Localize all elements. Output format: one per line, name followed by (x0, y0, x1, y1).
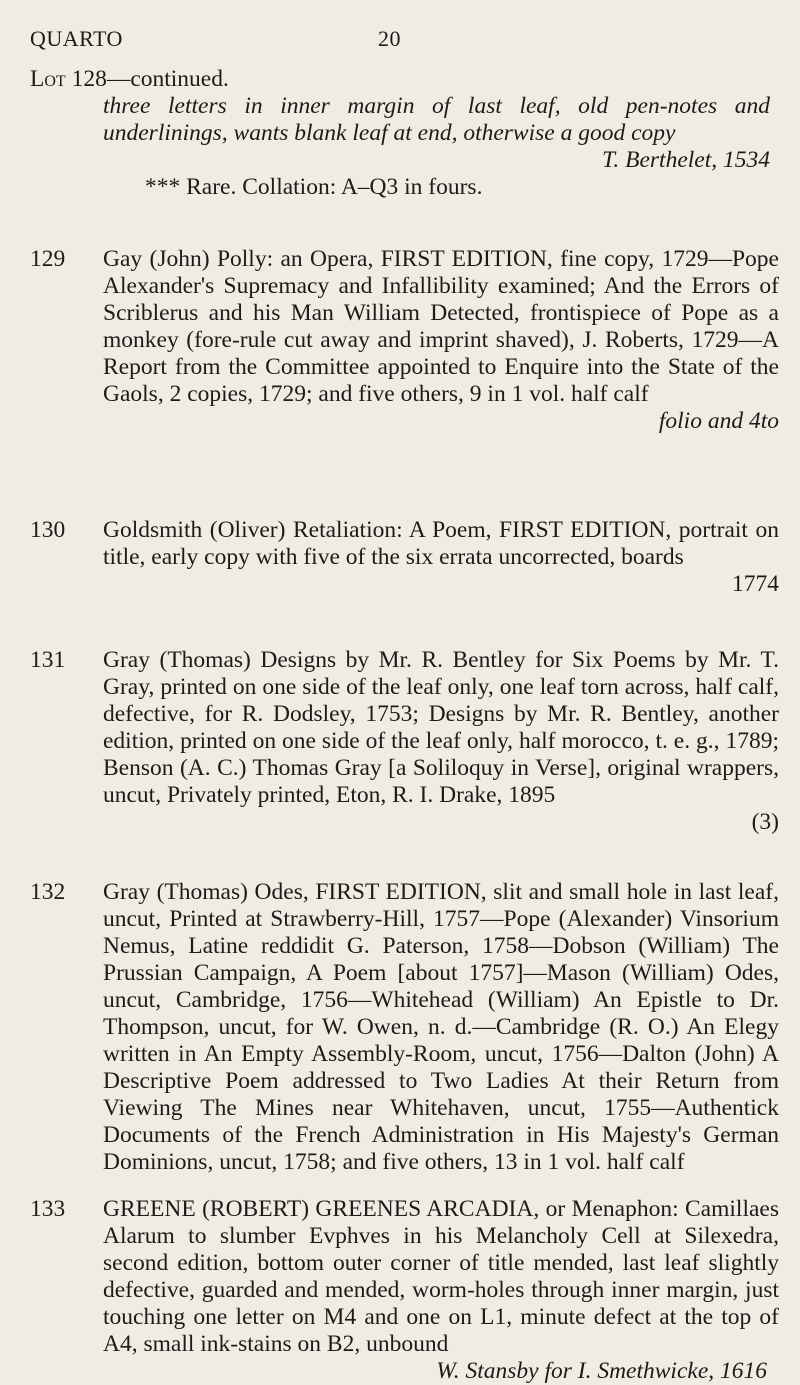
running-head-format: QUARTO (30, 26, 123, 51)
lot-description: Gray (Thomas) Odes, FIRST EDITION, slit and small hole in last leaf, uncut, Printed at Strawberry-Hill, 1757—Pope (Alexander) Vinsorium Nemus, Latine reddidit G. Paterson, 1758—Dobson (William) The Prussian Campaign, A Poem [about 1757]—Mason (William) Odes, uncut, Cambridge, 1756—Whitehead (William) An Epistle to Dr. Thompson, uncut, for W. Owen, n. d.—Cambridge (R. O.) An Elegy written in An Empty Assembly-Room, uncut, 1756—Dalton (John) A Descriptive Poem addressed to Two Ladies At their Return from Viewing The Mines near Whitehaven, uncut, 1755—Authentick Documents of the French Administration in His Majesty's German Dominions, uncut, 1758; and five others, 13 in 1 vol. half calf (103, 879, 779, 1175)
lot-description: Gay (John) Polly: an Opera, FIRST EDITION, fine copy, 1729—Pope Alexander's Supremacy and Infallibility examined; And the Errors of Scriblerus and his Man William Detected, frontispiece of Pope as a monkey (fore-rule cut away and imprint shaved), J. Roberts, 1729—A Report from the Committee appointed to Enquire into the State of the Gaols, 2 copies, 1729; and five others, 9 in 1 vol. half calf (103, 246, 779, 407)
page-number: 20 (378, 26, 401, 51)
lot-continued-label: 128—continued. (71, 66, 229, 92)
lot-128-description: three letters in inner margin of last leaf, old pen-notes and underlinings, wants blank leaf at end, otherwise a good copy (103, 93, 770, 146)
lot-128-printer: T. Berthelet, 1534 (602, 147, 770, 173)
lot-129-entry (103, 246, 779, 435)
lot-number: 133 (30, 1196, 66, 1222)
lot-131-entry (103, 647, 779, 836)
lot-130-entry (103, 517, 779, 598)
lot-imprint: W. Stansby for I. Smethwicke, 1616 (436, 1358, 767, 1384)
lot-count: (3) (751, 809, 779, 835)
lot-number: 130 (30, 517, 66, 543)
lot-description: Gray (Thomas) Designs by Mr. R. Bentley for Six Poems by Mr. T. Gray, printed on one side of the leaf only, one leaf torn across, half calf, defective, for R. Dodsley, 1753; Designs by Mr. R. Bentley, another edition, printed on one side of the leaf only, half morocco, t. e. g., 1789; Benson (A. C.) Thomas Gray [a Soliloquy in Verse], original wrappers, uncut, Privately printed, Eton, R. I. Drake, 1895 (103, 647, 779, 808)
lot-description: Goldsmith (Oliver) Retaliation: A Poem, FIRST EDITION, portrait on title, early copy with five of the six errata uncorrected, boards (103, 517, 779, 570)
lot-number: 129 (30, 246, 66, 272)
lot-number: 132 (30, 879, 66, 905)
lot-number: 131 (30, 647, 66, 673)
lot-132-entry (103, 879, 779, 1176)
lot-date: 1774 (732, 571, 779, 597)
lot-133-entry (103, 1196, 779, 1385)
lot-format: folio and 4to (658, 408, 779, 434)
lot-128-collation-note: *** Rare. Collation: A–Q3 in fours. (145, 174, 483, 200)
lot-lead-word: Lot (30, 66, 66, 92)
lot-description: GREENE (ROBERT) GREENES ARCADIA, or Menaphon: Camillaes Alarum to slumber Evphves in his Melancholy Cell at Silexedra, second edition, bottom outer corner of title mended, last leaf slightly defective, guarded and mended, worm-holes through inner margin, just touching one letter on M4 and one on L1, minute defect at the top of A4, small ink-stains on B2, unbound (103, 1196, 779, 1357)
lot-128-continued (30, 66, 770, 201)
